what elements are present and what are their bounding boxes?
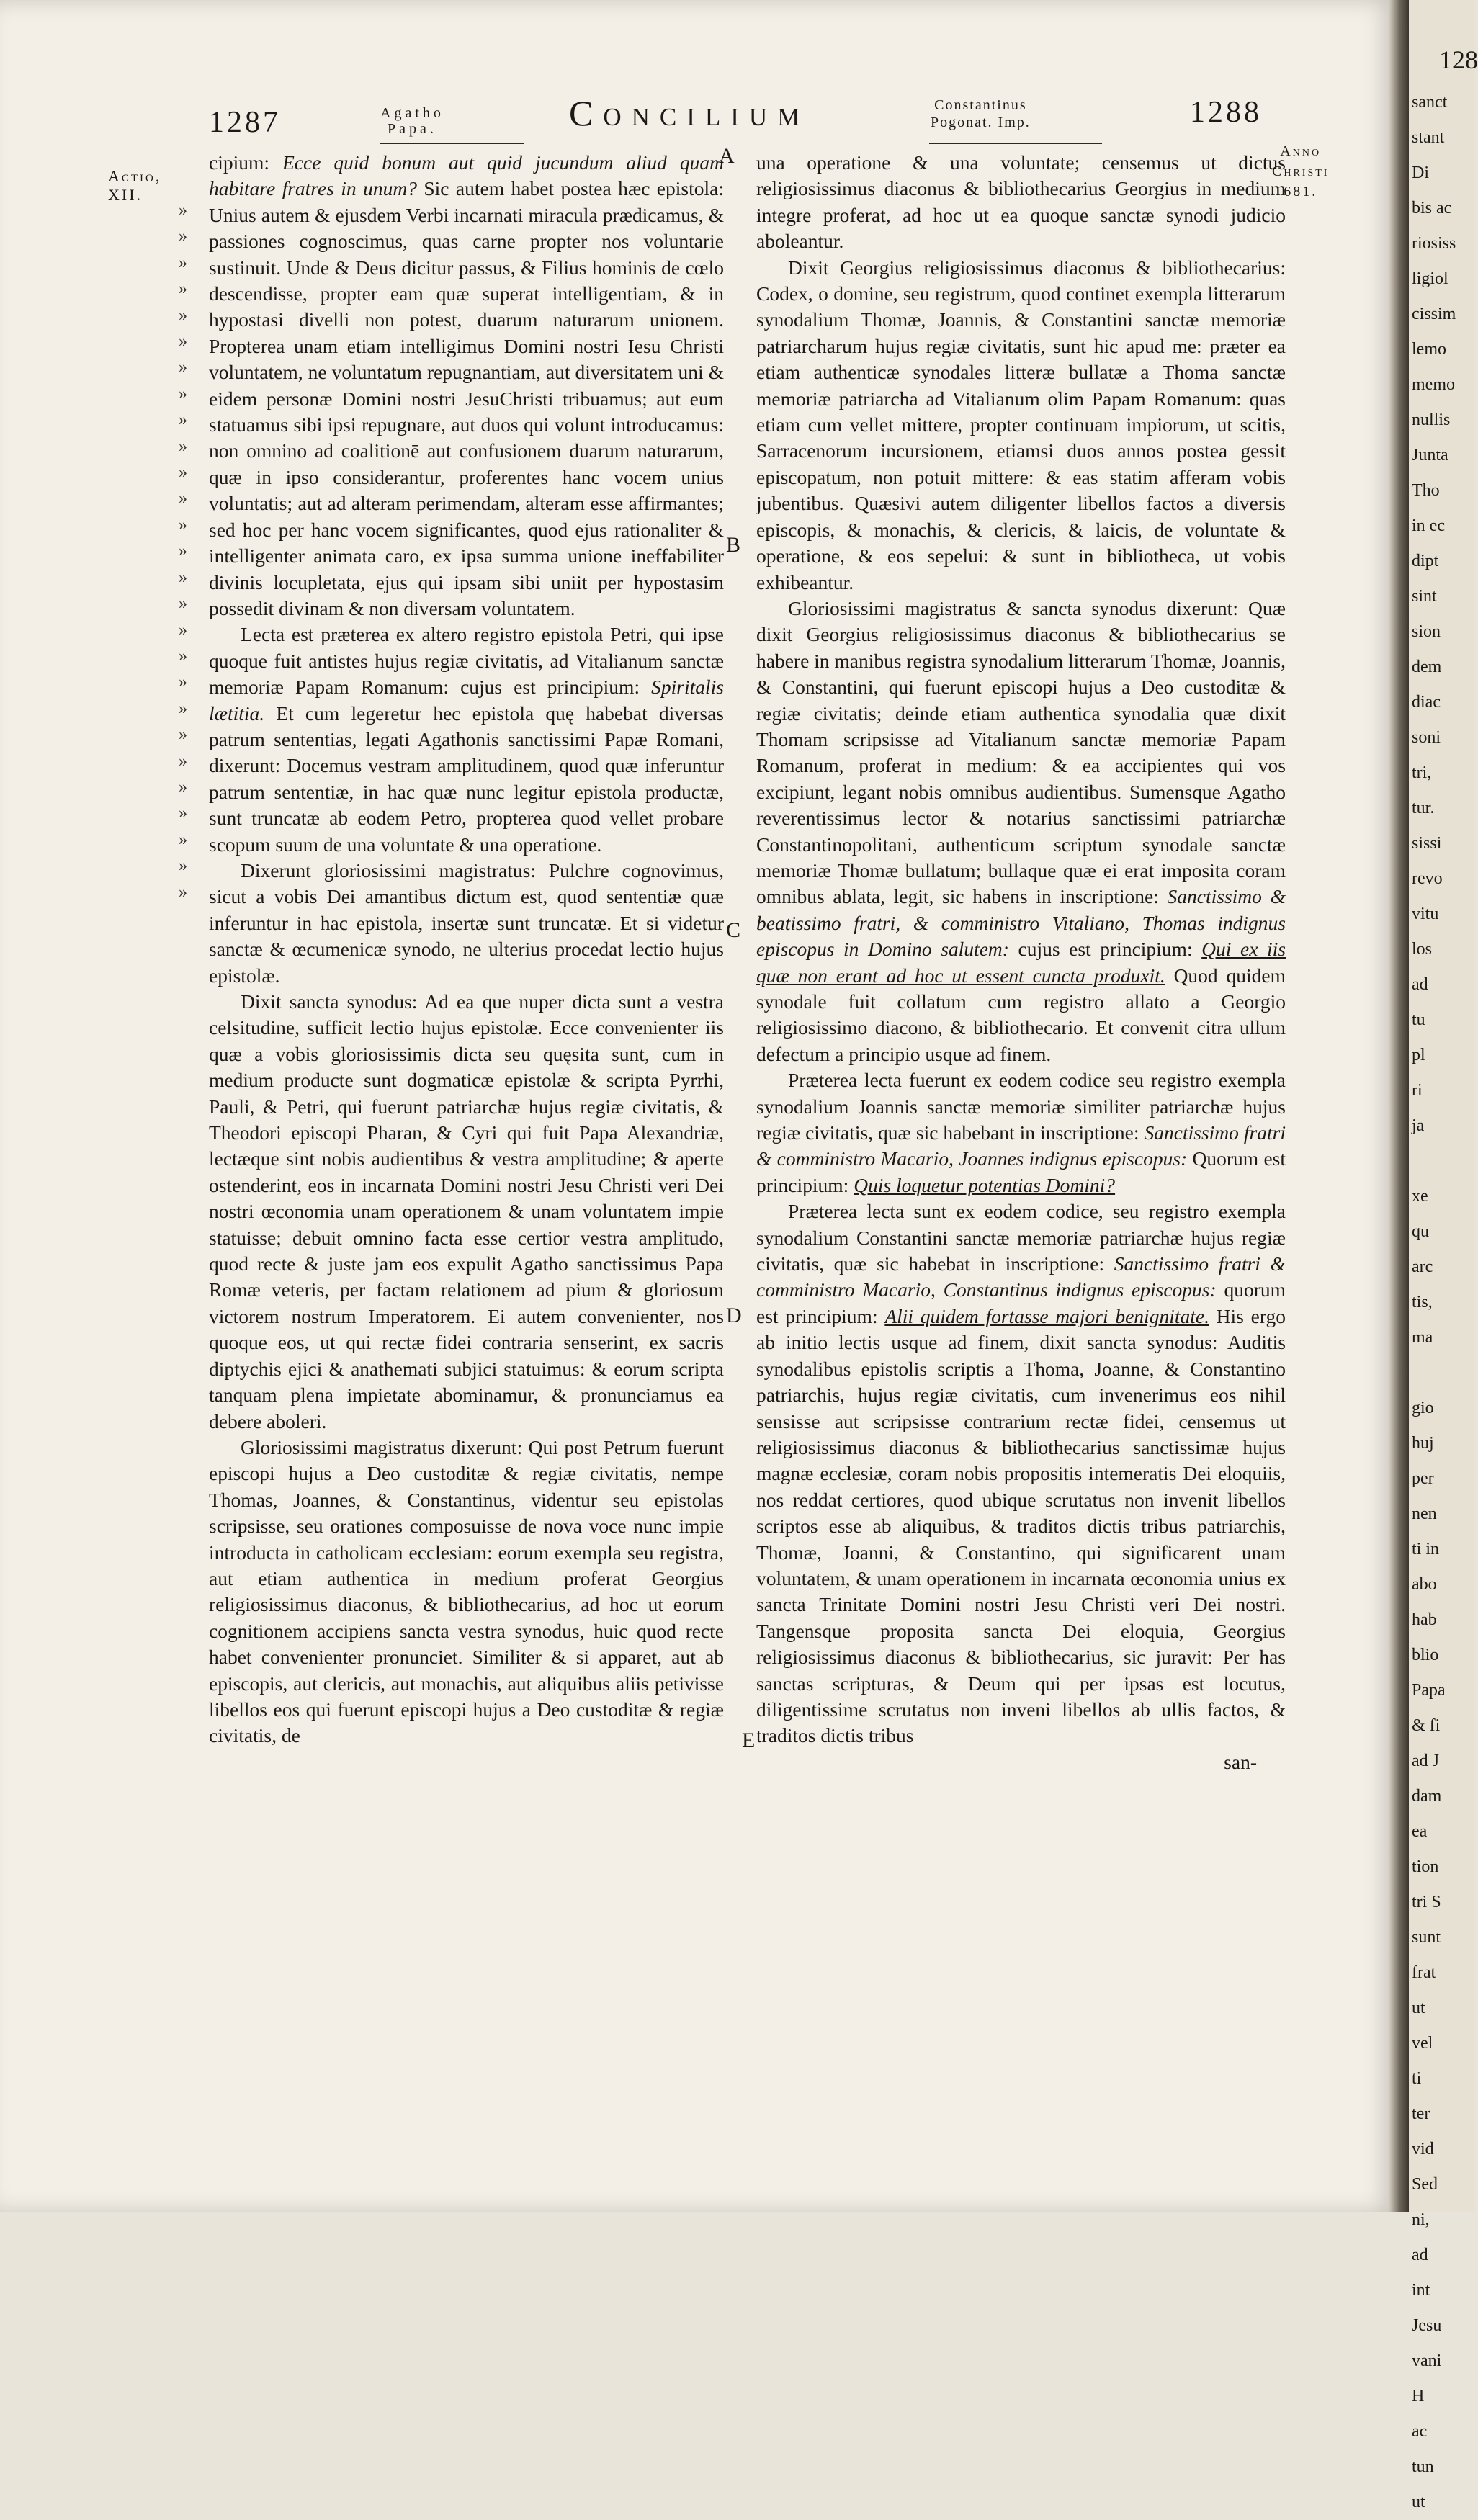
- next-page-line: in ec: [1412, 516, 1445, 535]
- next-page-line: ti: [1412, 2069, 1422, 2088]
- next-page-line: vel: [1412, 2034, 1433, 2053]
- running-head-left: Agatho Papa.: [380, 105, 444, 137]
- running-header: [0, 79, 1397, 151]
- next-page-line: tri,: [1412, 763, 1432, 782]
- left-column: [209, 150, 724, 1749]
- section-letter-b: B: [726, 533, 741, 557]
- right-column: [756, 150, 1286, 1775]
- next-page-line: H: [1412, 2387, 1425, 2405]
- next-page-line: dipt: [1412, 552, 1439, 570]
- next-page-line: ri: [1412, 1081, 1423, 1100]
- next-page-line: pl: [1412, 1046, 1425, 1064]
- next-page-line: dem: [1412, 658, 1442, 676]
- paragraph: Gloriosissimi magistratus dixerunt: Qui post Petrum fuerunt episcopi hujus a Deo custoditæ & regiæ civitatis, nempe Thomas, Joannes, & Constantinus, videntur seu epistolas scripsisse, seu orationes composuisse de nova voce nunc impie introducta in catholicam ecclesiam: eorum exempla seu registra, aut etiam authentica in medium proferat Georgius religiosissimus diaconus, & bibliothecarius, ad hoc ut eorum cognitionem accipiens sancta vestra synodus, huic quod recte habet convenienter pronunciet. Similiter & si apparet, aut ab episcopis, aut clericis, aut monachis, aut aliquibus aliis petivisse libellos eos qui fuerunt episcopi hujus a Deo custoditæ & regiæ civitatis, de: [209, 1435, 724, 1747]
- next-page-line: tu: [1412, 1010, 1425, 1029]
- section-letter-e: E: [742, 1728, 756, 1752]
- next-page-line: ma: [1412, 1328, 1433, 1347]
- next-page-line: sissi: [1412, 834, 1442, 853]
- next-page-line: arc: [1412, 1257, 1433, 1276]
- paragraph: Præterea lecta sunt ex eodem codice, seu registro exempla synodalium Constantini sanctæ memoriæ patriarchæ hujus regiæ civitatis, quæ sic habebat in inscriptione: Sanctissimo fratri & comministro Macario, Constantinus indignus episcopus: quorum est principium: Alii quidem fortasse majori benignitate. His ergo ab initio lectis usque ad finem, dixit sancta synodus: Auditis synodalibus epistolis scriptis a Thoma, Joanne, & Constantino patriarchis, hujus regiæ civitatis, cum invenerimus eos nihil sensisse aut scripsisse contrarium rectæ fidei, censemus ut religiosissimus diaconus & bibliothecarius sanctissimæ hujus magnæ ecclesiæ, coram nobis propositis intemeratis Dei eloquiis, nos reddat certiores, quod ubique scrutatus non invenit libellos scriptos esse ab aliquibus, & traditos dictis tribus patriarchis, Thomæ, Joanni, & Constantino, qui significarent unam voluntatem, & unam operationem in incarnata œconomia unius ex sancta Trinitate Domini nostri Jesu Christi veri Dei nostri. Tangensque proposita sancta Dei eloquia, Georgius religiosissimus diaconus & bibliothecarius, sic juravit: Per has sanctas scripturas, & Deum qui per ipsas est locutus, diligentissime scrutatus non inveni libellos ab ullis factos, & traditos dictis tribus: [756, 1200, 1286, 1747]
- next-page-line: ad J: [1412, 1752, 1439, 1770]
- next-page-line: tis,: [1412, 1293, 1433, 1311]
- next-page-line: sanct: [1412, 93, 1448, 112]
- margin-note-left: Actio, XII.: [108, 167, 162, 204]
- next-page-line: dam: [1412, 1787, 1442, 1806]
- page-number-right: 1288: [1190, 96, 1262, 129]
- next-page-line: soni: [1412, 728, 1441, 747]
- next-page-line: bis ac: [1412, 199, 1452, 218]
- next-page-line: stant: [1412, 128, 1445, 147]
- next-page-text: [1412, 85, 1477, 2520]
- section-letter-d: D: [726, 1304, 742, 1327]
- next-page-line: tion: [1412, 1857, 1439, 1876]
- paragraph: Lecta est præterea ex altero registro epistola Petri, qui ipse quoque fuit antistes hujus regiæ civitatis, ad Vitalianum sanctæ memoriæ Papam Romanum: cujus est principium: Spiritalis lætitia. Et cum legeretur hec epistola quę habebat diversas patrum sententias, legati Agathonis sanctissimi Papæ Romani, dixerunt: Docemus vestram amplitudinem, quod quæ inferuntur patrum sententiæ, in hac quæ nunc legitur epistola productæ, sunt truncatæ ab eodem Petro, propterea quod vellet probare scopum suum de una voluntate & una operatione.: [209, 623, 724, 856]
- next-page-line: cissim: [1412, 305, 1456, 323]
- next-page-line: memo: [1412, 375, 1455, 394]
- next-page-line: Jesu: [1412, 2316, 1442, 2335]
- next-page-line: vitu: [1412, 905, 1439, 923]
- next-page-line: sunt: [1412, 1928, 1441, 1947]
- next-page-line: vani: [1412, 2351, 1442, 2370]
- next-page-line: tur.: [1412, 799, 1435, 817]
- next-page-edge: [1409, 0, 1478, 2511]
- next-page-line: [1412, 1355, 1477, 1391]
- next-page-line: vid: [1412, 2140, 1434, 2158]
- next-page-line: ter: [1412, 2104, 1430, 2123]
- paragraph: cipium: Ecce quid bonum aut quid jucundum aliud quam habitare fratres in unum? Sic autem habet postea hæc epistola: Unius autem & ejusdem Verbi incarnati miracula prædicamus, & passiones cognoscimus, quas carne propter nos voluntarie sustinuit. Unde & Deus dicitur passus, & Filius hominis de cœlo descendisse, propter eam quæ superat intelligentiam, & in hypostasi divelli non potest, duarum naturarum unionem. Propterea unam etiam intelligimus Domini nostri Iesu Christi voluntatem, ne voluntatum repugnantiam, aut diversitatem uni & eidem personæ Domini nostri JesuChristi tribuamus; aut eum statuamus sibi ipsi repugnare, aut duos qui volunt introducamus: non omnino ad coalitionē aut confusionem duarum naturarum, quæ in ipso considerantur, proferentes hanc vocem unius voluntatis; aut ad alteram perimendam, alteram esse affirmantes; sed hoc per hanc vocem significantes, quod ejus rationaliter & intelligenter animata caro, ex ipsa summa unione ineffabiliter divinis locupletata, ejus qui ipsam sibi uniit per hypostasim possedit divinam & non diversam voluntatem.: [209, 151, 724, 619]
- next-page-line: ti in: [1412, 1540, 1440, 1559]
- running-title: Concilium: [569, 93, 810, 133]
- paragraph: una operatione & una voluntate; censemus ut dictus religiosissimus diaconus & bibliothecarius Georgius in medium integre proferat, ad hoc ut ea quoque sanctæ synodi judicio aboleantur.: [756, 151, 1286, 253]
- next-page-line: ut: [1412, 1999, 1425, 2017]
- next-page-line: diac: [1412, 693, 1441, 712]
- next-page-line: huj: [1412, 1434, 1434, 1453]
- next-page-line: tun: [1412, 2457, 1434, 2476]
- next-page-line: blio: [1412, 1646, 1439, 1664]
- next-page-line: per: [1412, 1469, 1434, 1488]
- section-letter-a: A: [719, 144, 735, 168]
- section-letter-c: C: [726, 918, 741, 942]
- paragraph: Dixerunt gloriosissimi magistratus: Pulchre cognovimus, sicut a vobis Dei amantibus dictum est, quod sententiæ quæ inferuntur in hac epistola, insertæ sunt truncatæ. Et si videtur sanctæ & œcumenicæ synodo, ne ulterius procedat lectio hujus epistolæ.: [209, 858, 724, 987]
- next-page-line: Sed: [1412, 2175, 1438, 2194]
- next-page-line: xe: [1412, 1187, 1428, 1206]
- paragraph: Gloriosissimi magistratus & sancta synodus dixerunt: Quæ dixit Georgius religiosissimus diaconus & bibliothecarius se habere in manibus registra synodalium litterarum Thomæ, Joannis, & Constantini, qui fuerunt episcopi hujus a Deo custoditæ & regiæ civitatis; deinde etiam authentica synodalia quæ dixit Thomam scripsisse ad Vitalianum sanctæ memoriæ Papam Romanum, proferat in medium: & ea accipientes qui vos excipiunt, legant nobis omnibus audientibus. Sumensque Agatho reverentissimus lector & notarius sanctissimi patriarchæ Constantinopolitani, authenticum scriptum synodale sanctæ memoriæ Thomæ bullatum; bullaque quæ ei erat imposita coram omnibus ablata, legit, sic habens in inscriptione: Sanctissimo & beatissimo fratri, & comministro Vitaliano, Thomas indignus episcopus in Domino salutem: cujus est principium: Qui ex iis quæ non erant ad hoc ut essent cuncta produxit. Quod quidem synodale fuit collatum cum registro allato a Georgio religiosissimo diacono, & bibliothecario. Et convenit citra ullum defectum a principio usque ad finem.: [756, 596, 1286, 1065]
- next-page-line: lemo: [1412, 340, 1446, 359]
- next-page-line: Papa: [1412, 1681, 1446, 1700]
- next-page-line: hab: [1412, 1610, 1437, 1629]
- next-page-line: ac: [1412, 2422, 1428, 2441]
- header-rule-left: [380, 143, 524, 144]
- next-page-number: 128: [1439, 45, 1478, 74]
- next-page-line: ja: [1412, 1116, 1425, 1135]
- margin-note-right: Anno Christi 681.: [1272, 143, 1330, 199]
- next-page-line: Di: [1412, 163, 1429, 182]
- next-page-line: sion: [1412, 622, 1441, 641]
- header-rule-right: [929, 143, 1102, 144]
- next-page-line: tri S: [1412, 1893, 1441, 1911]
- paragraph: Dixit sancta synodus: Ad ea que nuper dicta sunt a vestra celsitudine, sufficit lectio hujus epistolæ. Ecce convenienter iis quæ a vobis gloriosissimis dicta seu quęsita sunt, cum in medium producte sunt dogmaticæ epistolæ & scripta Pyrrhi, Pauli, & Petri, qui fuerunt patriarchæ hujus regiæ civitatis, & Theodori episcopi Pharan, & Cyri qui fuit Papa Alexandriæ, lectæque sint nobis audientibus & vestra amplitudine; & aperte ostenderint, eos in incarnata Domini nostri Jesu Christi veri Dei nostri œconomia unam operationem & unam voluntatem impie statuisse; debuit omnino facta esse certior vestra amplitudo, quod recte & juste jam eos expulit Agatho sanctissimus Papa Romæ veteris, per factam relationem ad pium & gloriosum victorem nostrum Imperatorem. Ei autem convenienter, nos quoque eos, ut qui rectæ fidei contraria senserint, ex sacris diptychis ejici & anathemati subjici statuimus: & eorum scripta tanquam plena impietate abominamur, & pronunciamus ea debere aboleri.: [209, 990, 724, 1432]
- next-page-line: & fi: [1412, 1716, 1441, 1735]
- paragraph: Præterea lecta fuerunt ex eodem codice seu registro exempla synodalium Joannis sanctæ memoriæ similiter patriarchæ hujus regiæ civitatis, quæ sic habebant in inscriptione: Sanctissimo fratri & comministro Macario, Joannes indignus episcopus: Quorum est principium: Quis loquetur potentias Domini?: [756, 1069, 1286, 1196]
- next-page-line: nen: [1412, 1505, 1437, 1523]
- next-page-line: ad: [1412, 975, 1428, 994]
- next-page-line: ut: [1412, 2493, 1425, 2511]
- next-page-line: sint: [1412, 587, 1437, 606]
- next-page-line: abo: [1412, 1575, 1437, 1594]
- next-page-line: revo: [1412, 869, 1443, 888]
- next-page-line: gio: [1412, 1399, 1434, 1417]
- next-page-line: nullis: [1412, 411, 1451, 429]
- book-gutter: [1389, 0, 1409, 2212]
- next-page-line: Tho: [1412, 481, 1440, 500]
- next-page-line: los: [1412, 940, 1433, 959]
- next-page-line: riosiss: [1412, 234, 1456, 253]
- next-page-line: int: [1412, 2281, 1430, 2300]
- catchword: san-: [1224, 1750, 1257, 1773]
- next-page-line: qu: [1412, 1222, 1429, 1241]
- paragraph: Dixit Georgius religiosissimus diaconus & bibliothecarius: Codex, o domine, seu registrum, quod continet exempla litterarum synodalium Thomæ, Joannis, & Constantini sanctæ memoriæ patriarcharum hujus regiæ civitatis, sunt hic apud me: præter ea etiam authenticæ synodales litteræ bullatæ a Thoma sanctæ memoriæ patriarcha ad Vitalianum olim Papam Romanum: quas etiam cum vellet mittere, propter continuam impiorum, ut scitis, Sarracenorum incursionem, etiamsi duos annos postea gessit episcopatum, non potuit mittere: & eas statim afferam vobis jubentibus. Quæsivi autem diligenter libellos factos a diversis episcopis, & monachis, & clericis, & laicis, de voluntate & operatione, & eos sepelui: & sunt in bibliotheca, ut vobis exhibeantur.: [756, 256, 1286, 593]
- next-page-line: ni,: [1412, 2210, 1430, 2229]
- running-head-right: Constantinus Pogonat. Imp.: [931, 97, 1031, 130]
- next-page-line: ligiol: [1412, 269, 1448, 288]
- next-page-line: ea: [1412, 1822, 1428, 1841]
- next-page-line: ad: [1412, 2246, 1428, 2264]
- next-page-line: frat: [1412, 1963, 1436, 1982]
- page-number-left: 1287: [209, 106, 281, 139]
- quotation-marks-column: » » » » » » » » » » » » » » » » » » » » » » » » » » »: [179, 201, 187, 902]
- next-page-line: [1412, 1144, 1477, 1179]
- next-page-line: Junta: [1412, 446, 1448, 465]
